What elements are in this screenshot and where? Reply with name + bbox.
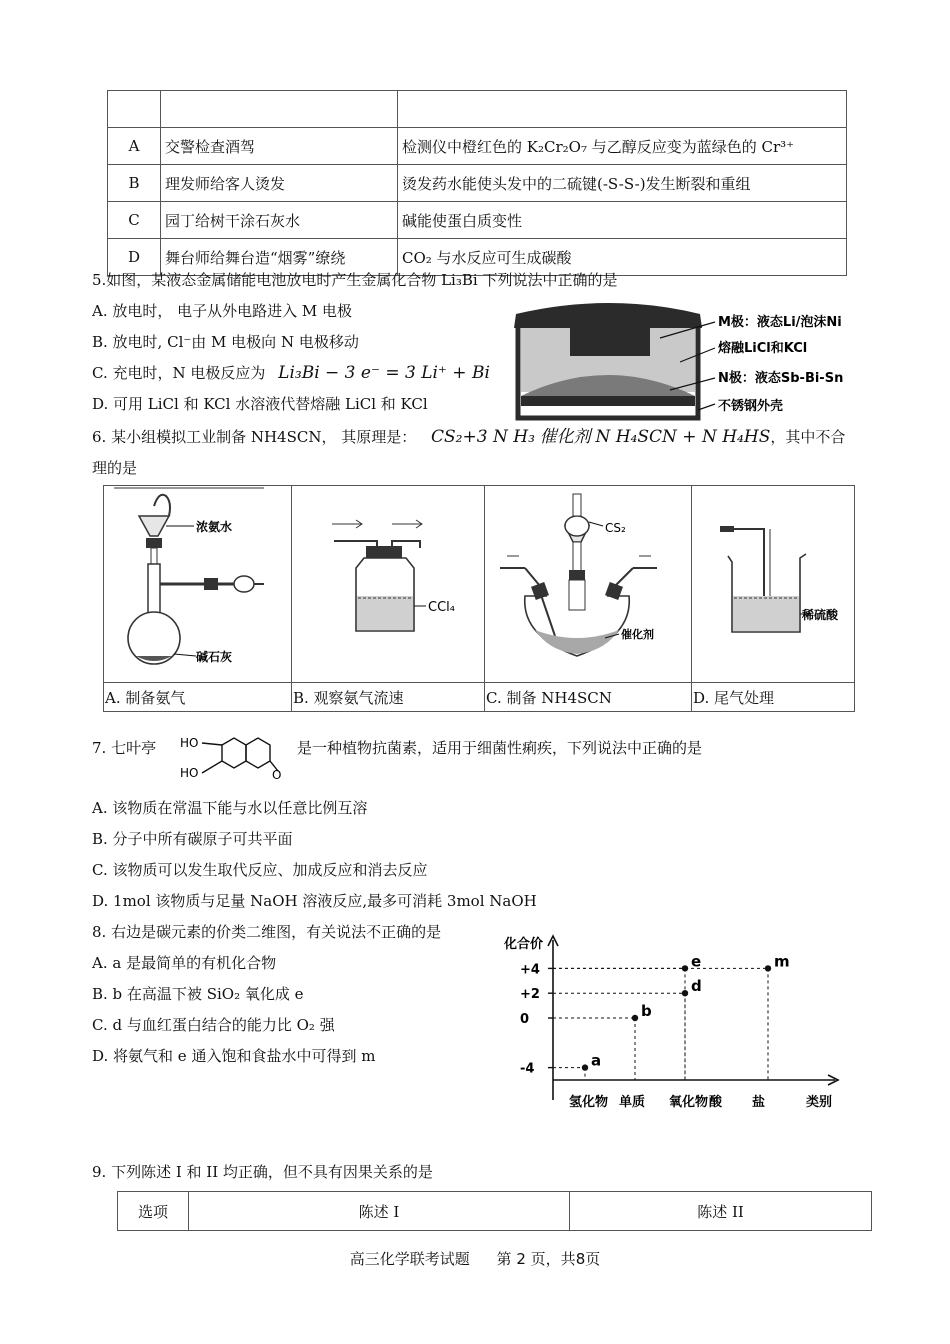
q7-option-c: C. 该物质可以发生取代反应、加成反应和消去反应 xyxy=(92,861,428,879)
label-carbonyl-o: O xyxy=(272,768,282,782)
apparatus-c xyxy=(485,486,692,683)
reactor-svg xyxy=(485,486,691,678)
q8-option-b: B. b 在高温下被 SiO₂ 氧化成 e xyxy=(92,985,304,1003)
option-cell: A xyxy=(108,128,161,165)
table-row xyxy=(108,128,847,165)
ammonia-generator-svg xyxy=(104,486,291,678)
bubbler-svg xyxy=(292,486,484,678)
point-label: b xyxy=(641,1002,652,1020)
q7-stem-a: 7. 七叶亭 xyxy=(92,739,157,757)
table-cell xyxy=(161,91,398,128)
y-axis-label: 化合价 xyxy=(504,937,544,952)
footer-title: 高三化学联考试题 xyxy=(349,1250,470,1268)
q6-stem xyxy=(92,427,845,447)
q7-option-b: B. 分子中所有碳原子可共平面 xyxy=(92,830,293,848)
label-dilute-h2so4: 稀硫酸 xyxy=(802,608,839,622)
footer-total-pages: 8 xyxy=(575,1250,586,1268)
q7-option-d: D. 1mol 该物质与足量 NaOH 溶液反应,最多可消耗 3mol NaOH xyxy=(92,892,537,910)
option-cell: D xyxy=(108,239,161,276)
q8-option-a: A. a 是最简单的有机化合物 xyxy=(92,954,277,972)
y-tick-label: 0 xyxy=(520,1012,530,1027)
battery-diagram xyxy=(510,292,870,422)
table-row xyxy=(118,1192,872,1231)
table-row xyxy=(108,165,847,202)
table-row xyxy=(108,91,847,128)
q5-option-a: A. 放电时， 电子从外电路进入 M 电极 xyxy=(92,302,353,320)
apparatus-d xyxy=(692,486,855,683)
q7-option-a: A. 该物质在常温下能与水以任意比例互溶 xyxy=(92,799,368,817)
q6-stem-tail: ，其中不合 xyxy=(770,428,846,446)
point-label: d xyxy=(691,977,702,996)
option-label-c: C. 制备 NH4SCN xyxy=(485,683,692,712)
q5-option-d: D. 可用 LiCl 和 KCl 水溶液代替熔融 LiCl 和 KCl xyxy=(92,395,428,413)
apparatus-a xyxy=(104,486,292,683)
label-conc-ammonia: 浓氨水 xyxy=(196,520,233,534)
q5-stem: 5.如图，某液态金属储能电池放电时产生金属化合物 Li₃Bi 下列说法中正确的是 xyxy=(92,271,618,289)
label-n-electrode: N极：液态Sb-Bi-Sn xyxy=(718,371,844,386)
footer-page-prefix: 第 xyxy=(496,1250,512,1268)
option-cell: C xyxy=(108,202,161,239)
option-label-b: B. 观察氨气流速 xyxy=(292,683,485,712)
q6-stem-cont: 理的是 xyxy=(92,459,138,477)
q6-eq-left: CS₂+3 N H₃ xyxy=(431,427,535,447)
data-point-a xyxy=(582,1064,588,1070)
table-row xyxy=(108,202,847,239)
point-label: a xyxy=(591,1051,602,1070)
q5-option-b: B. 放电时, Cl⁻由 M 电极向 N 电极移动 xyxy=(92,333,359,351)
header-statement-1: 陈述 I xyxy=(189,1192,570,1231)
page-footer xyxy=(0,1248,950,1269)
option-label-a: A. 制备氨气 xyxy=(104,683,292,712)
point-label: m xyxy=(774,952,790,971)
q5-equation: Li₃Bi − 3 e⁻ = 3 Li⁺ + Bi xyxy=(278,363,490,383)
point-label: e xyxy=(691,952,702,971)
m-electrode-lid xyxy=(514,303,702,328)
label-ccl4: CCl₄ xyxy=(428,600,455,615)
x-tick-label: 单质 xyxy=(619,1095,646,1110)
table-cell: 碱能使蛋白质变性 xyxy=(398,202,847,239)
apparatus-b xyxy=(292,486,485,683)
footer-page-number: 2 xyxy=(516,1250,526,1268)
option-label-d: D. 尾气处理 xyxy=(692,683,855,712)
data-point-b xyxy=(632,1015,638,1021)
label-cs2: CS₂ xyxy=(605,521,626,535)
label-catalyst: 催化剂 xyxy=(621,628,654,641)
table-row xyxy=(104,683,855,712)
table-cell xyxy=(398,91,847,128)
q5-option-c xyxy=(92,363,490,383)
y-tick-label: +2 xyxy=(520,987,540,1003)
x-tick-label: 氧化物 xyxy=(669,1095,709,1110)
table-cell: 烫发药水能使头发中的二硫键(-S-S-)发生断裂和重组 xyxy=(398,165,847,202)
q8-option-c: C. d 与血红蛋白结合的能力比 O₂ 强 xyxy=(92,1016,335,1034)
table-cell: 检测仪中橙红色的 K₂Cr₂O₇ 与乙醇反应变为蓝绿色的 Cr³⁺ xyxy=(398,128,847,165)
label-ho-2: HO xyxy=(180,766,199,780)
q6-apparatus-table xyxy=(103,485,855,712)
label-ho-1: HO xyxy=(180,736,199,750)
header-statement-2: 陈述 II xyxy=(570,1192,872,1231)
label-m-electrode: M极：液态Li/泡沫Ni xyxy=(718,315,842,330)
table-cell: 理发师给客人烫发 xyxy=(161,165,398,202)
pyrone-ring xyxy=(246,738,270,768)
benzene-ring xyxy=(222,738,246,768)
option-cell: B xyxy=(108,165,161,202)
q7-stem-b: 是一种植物抗菌素，适用于细菌性痢疾，下列说法中正确的是 xyxy=(297,739,703,757)
x-tick-label: 酸 xyxy=(709,1095,723,1110)
footer-page-suffix: 页 xyxy=(585,1250,601,1268)
table-cell: 园丁给树干涂石灰水 xyxy=(161,202,398,239)
table-cell: CO₂ 与水反应可生成碳酸 xyxy=(398,239,847,276)
q9-table xyxy=(117,1191,872,1231)
table-cell xyxy=(108,91,161,128)
q4-table xyxy=(107,90,847,276)
y-tick-label: +4 xyxy=(520,962,540,978)
table-row xyxy=(104,486,855,683)
table-cell: 交警检查酒驾 xyxy=(161,128,398,165)
n-electrode-plate xyxy=(521,396,695,406)
header-option: 选项 xyxy=(118,1192,189,1231)
label-shell: 不锈钢外壳 xyxy=(718,399,784,414)
esculetin-structure xyxy=(180,733,286,783)
label-molten-salt: 熔融LiCl和KCl xyxy=(718,341,808,356)
q6-stem-text: 6. 某小组模拟工业制备 NH4SCN， 其原理是： xyxy=(92,428,417,446)
footer-page-mid: 页，共 xyxy=(530,1250,576,1268)
q8-stem: 8. 右边是碳元素的价类二维图，有关说法不正确的是 xyxy=(92,923,442,941)
q6-eq-condition: 催化剂 xyxy=(539,427,591,447)
x-tick-label: 盐 xyxy=(752,1095,766,1110)
q6-eq-right: N H₄SCN + N H₄HS xyxy=(595,427,771,447)
q8-option-d: D. 将氨气和 e 通入饱和食盐水中可得到 m xyxy=(92,1047,376,1065)
y-tick-label: -4 xyxy=(520,1061,535,1077)
absorber-svg xyxy=(692,486,852,678)
valence-class-chart xyxy=(490,930,850,1115)
x-axis-label: 类别 xyxy=(806,1095,833,1110)
data-point-m xyxy=(765,965,771,971)
table-cell: 舞台师给舞台造“烟雾”缭绕 xyxy=(161,239,398,276)
x-tick-label: 氢化物 xyxy=(569,1095,609,1110)
label-soda-lime: 碱石灰 xyxy=(196,650,233,664)
q9-stem: 9. 下列陈述 I 和 II 均正确，但不具有因果关系的是 xyxy=(92,1163,433,1181)
q5-option-c-text: C. 充电时，N 电极反应为 xyxy=(92,364,266,382)
